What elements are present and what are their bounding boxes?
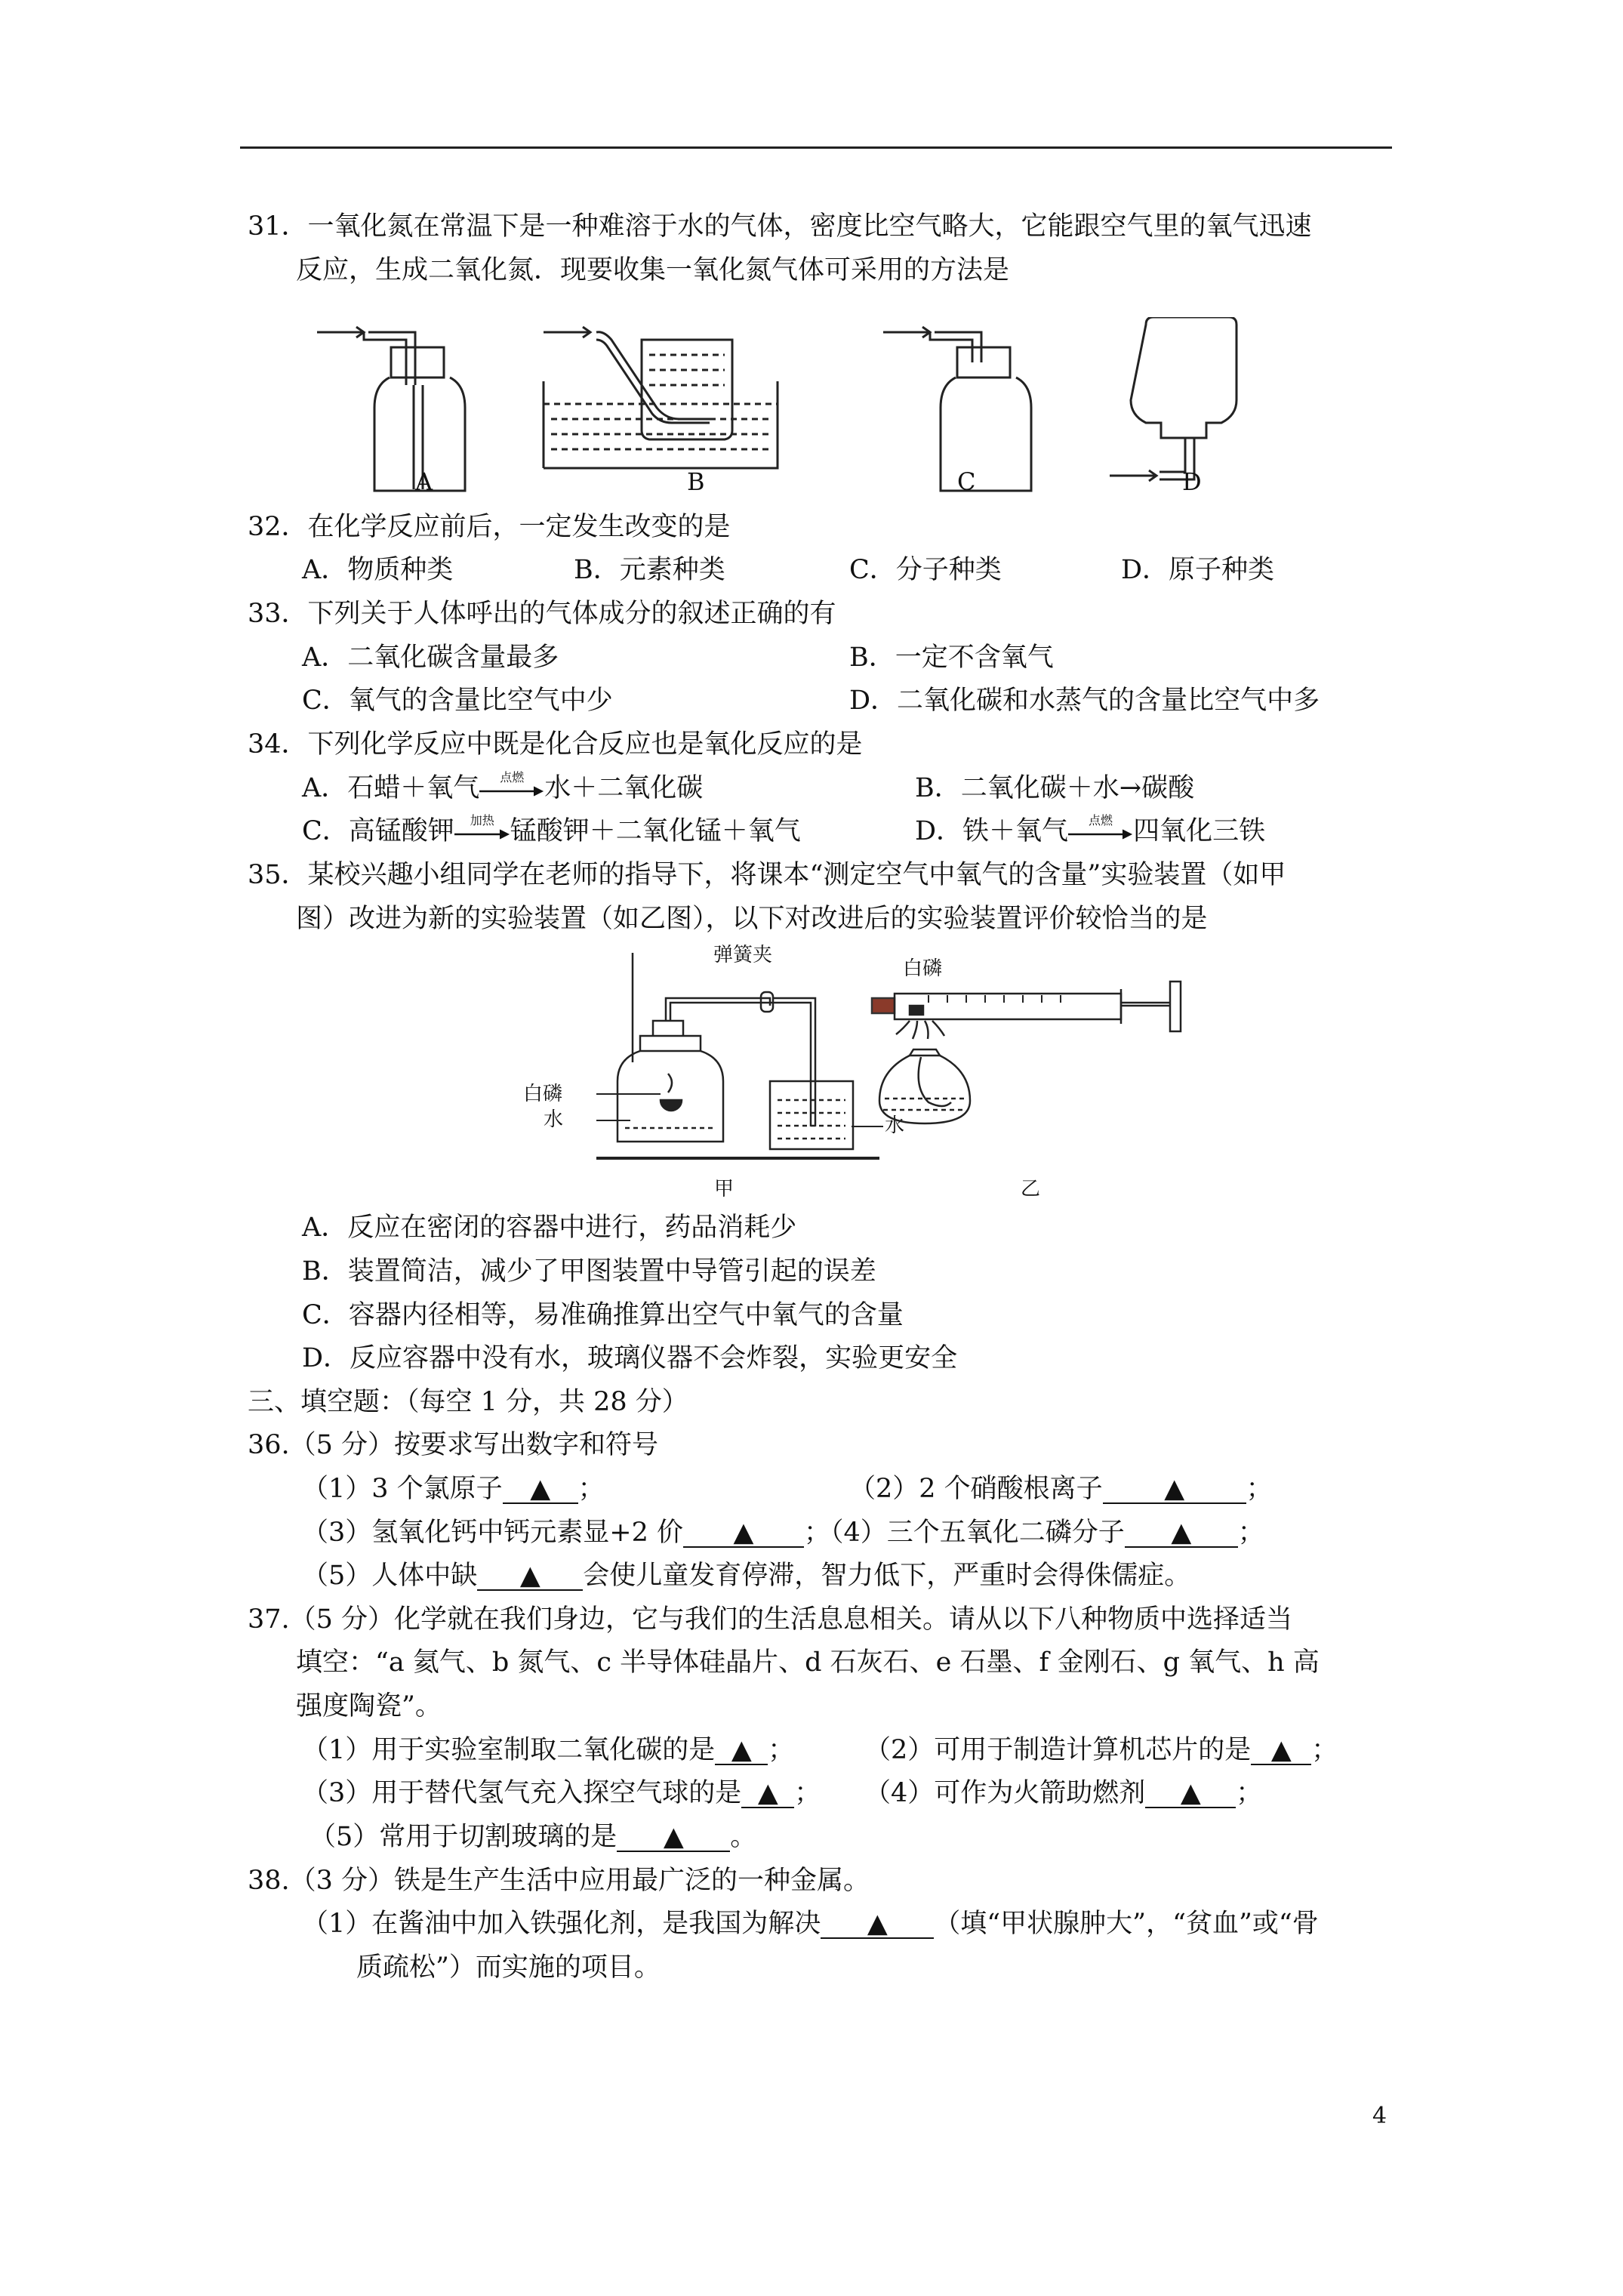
apparatus-a (317, 327, 465, 491)
q31-apparatus-figure (317, 317, 1298, 498)
q37-part2 (864, 1734, 1338, 1767)
q34-b-products: 碳酸 (1141, 773, 1195, 803)
q32-stem: 32．在化学反应前后，一定发生改变的是 (248, 512, 731, 542)
q36-part4-text: （4）三个五氧化二磷分子 (830, 1518, 1125, 1548)
q31-label-b: B (687, 467, 705, 496)
q34-stem: 34．下列化学反应中既是化合反应也是氧化反应的是 (248, 729, 863, 760)
q36-part5-blank[interactable]: ▲ (477, 1562, 583, 1591)
q36-part5-text-b: 会使儿童发育停滞，智力低下，严重时会得侏儒症。 (583, 1561, 1191, 1591)
q37-stem-line3: 强度陶瓷”。 (296, 1691, 442, 1721)
q31-label-d: D (1182, 467, 1202, 496)
q34-option-a (302, 769, 704, 805)
apparatus-d (1110, 317, 1236, 481)
q37-part1-blank[interactable]: ▲ (715, 1737, 768, 1765)
q37-stem-line2: 填空：“a 氦气、b 氮气、c 半导体硅晶片、d 石灰石、e 石墨、f 金刚石、g 氧气、h 高 (296, 1647, 1320, 1678)
q36-part2-text: （2）2 个硝酸根离子 (849, 1474, 1103, 1504)
q37-part4-semicolon: ； (1236, 1778, 1263, 1808)
label-white-phosphorus-left: 白磷 (523, 1083, 563, 1105)
label-water-right: 水 (885, 1114, 905, 1137)
q31-label-c: C (957, 467, 976, 496)
section-3-title: 三、填空题：（每空 1 分，共 28 分） (248, 1387, 688, 1417)
q35-figure-yi (868, 974, 1185, 1170)
q36-part5-text-a: （5）人体中缺 (302, 1561, 478, 1591)
q35-option-d: D．反应容器中没有水，玻璃仪器不会炸裂，实验更安全 (302, 1343, 958, 1373)
q36-stem: 36.（5 分）按要求写出数字和符号 (248, 1430, 659, 1460)
q36-part4-semicolon: ； (1237, 1518, 1264, 1548)
q35-figure-jia (596, 953, 891, 1172)
apparatus-b (544, 327, 778, 468)
q35-stem-line1: 35．某校兴趣小组同学在老师的指导下，将课本“测定空气中氧气的含量”实验装置（如甲 (248, 860, 1286, 890)
q35-option-c: C．容器内径相等，易准确推算出空气中氧气的含量 (302, 1300, 904, 1330)
q37-part4 (864, 1777, 1262, 1810)
q35-stem-line2: 图）改进为新的实验装置（如乙图），以下对改进后的实验装置评价较恰当的是 (296, 904, 1208, 934)
q33-stem: 33．下列关于人体呼出的气体成分的叙述正确的有 (248, 599, 836, 629)
q34-c-products: 锰酸钾＋二氧化锰＋氧气 (510, 816, 801, 846)
q31-stem-line1: 31．一氧化氮在常温下是一种难溶于水的气体，密度比空气略大，它能跟空气里的氧气迅速 (248, 211, 1312, 242)
q38-stem: 38.（3 分）铁是生产生活中应用最广泛的一种金属。 (248, 1866, 870, 1896)
q37-part3-text: （3）用于替代氢气充入探空气球的是 (302, 1778, 742, 1808)
label-spring-clip: 弹簧夹 (713, 944, 773, 966)
page-number: 4 (1372, 2103, 1387, 2129)
q32-option-b: B．元素种类 (574, 555, 725, 585)
header-rule (240, 146, 1392, 149)
q37-part2-text: （2）可用于制造计算机芯片的是 (864, 1735, 1252, 1765)
q34-c-reactants: C．高锰酸钾 (302, 816, 454, 846)
q37-part3 (302, 1777, 821, 1810)
q38-part1-text-b: （填“甲状腺肿大”，“贫血”或“骨 (934, 1909, 1319, 1939)
q34-b-reactants: B．二氧化碳＋水 (915, 773, 1119, 803)
q35-option-b: B．装置简洁，减少了甲图装置中导管引起的误差 (302, 1256, 876, 1287)
q38-part1-line2: 质疏松”）而实施的项目。 (356, 1952, 661, 1983)
label-yi: 乙 (1021, 1178, 1041, 1200)
label-water-left: 水 (544, 1108, 564, 1131)
q37-part4-blank[interactable]: ▲ (1145, 1780, 1236, 1808)
q32-option-a: A．物质种类 (302, 555, 454, 585)
q32-option-c: C．分子种类 (849, 555, 1002, 585)
q34-d-arrow (1068, 812, 1133, 846)
q36-part3-text: （3）氢氧化钙中钙元素显+2 价 (302, 1518, 683, 1548)
q34-option-b (915, 772, 1194, 805)
q34-d-condition: 点燃 (1089, 812, 1113, 827)
q31-label-a: A (415, 467, 433, 496)
q36-part1-semicolon: ； (577, 1474, 605, 1504)
q36-part1 (302, 1472, 605, 1505)
label-white-phosphorus-right: 白磷 (903, 957, 943, 980)
q32-option-d: D．原子种类 (1121, 555, 1275, 585)
q37-part1-semicolon: ； (768, 1735, 795, 1765)
q34-option-c (302, 812, 801, 848)
q33-option-b: B．一定不含氧气 (849, 643, 1054, 673)
q34-a-products: 水＋二氧化碳 (544, 773, 704, 803)
q37-part3-blank[interactable]: ▲ (741, 1780, 794, 1808)
q37-part2-semicolon: ； (1311, 1735, 1338, 1765)
q34-b-arrow: → (1119, 773, 1142, 803)
q37-part3-semicolon: ； (794, 1778, 821, 1808)
q33-option-d: D．二氧化碳和水蒸气的含量比空气中多 (849, 686, 1320, 716)
q34-c-arrow (454, 812, 510, 846)
q36-part2 (849, 1472, 1273, 1505)
q35-option-a: A．反应在密闭的容器中进行，药品消耗少 (302, 1213, 797, 1243)
q34-a-reactants: A．石蜡＋氧气 (302, 773, 480, 803)
q37-stem-line1: 37.（5 分）化学就在我们身边，它与我们的生活息息相关。请从以下八种物质中选择适当 (248, 1604, 1293, 1635)
q36-part3-blank[interactable]: ▲ (683, 1519, 804, 1548)
q34-a-arrow (479, 769, 544, 803)
q34-c-condition: 加热 (470, 812, 494, 827)
q37-part5-text: （5）常用于切割玻璃的是 (310, 1822, 617, 1852)
q37-part1 (302, 1734, 794, 1767)
q34-d-products: 四氧化三铁 (1133, 816, 1266, 846)
q37-part5 (310, 1820, 756, 1854)
q36-part2-blank[interactable]: ▲ (1103, 1475, 1246, 1504)
q34-option-d (915, 812, 1266, 848)
q36-part2-semicolon: ； (1246, 1474, 1273, 1504)
q38-part1 (302, 1907, 1319, 1940)
q36-part3 (302, 1516, 1264, 1549)
q37-part4-text: （4）可作为火箭助燃剂 (864, 1778, 1146, 1808)
q36-part3-semicolon: ； (804, 1518, 831, 1548)
q34-d-reactants: D．铁＋氧气 (915, 816, 1069, 846)
q31-stem-line2: 反应，生成二氧化氮．现要收集一氧化氮气体可采用的方法是 (296, 255, 1010, 285)
q37-part5-period: 。 (730, 1822, 757, 1852)
q37-part5-blank[interactable]: ▲ (617, 1823, 730, 1852)
q36-part1-text: （1）3 个氯原子 (302, 1474, 503, 1504)
q38-part1-blank[interactable]: ▲ (821, 1910, 934, 1939)
q37-part2-blank[interactable]: ▲ (1251, 1737, 1311, 1765)
q38-part1-text-a: （1）在酱油中加入铁强化剂，是我国为解决 (302, 1909, 821, 1939)
q33-option-a: A．二氧化碳含量最多 (302, 643, 559, 673)
label-jia: 甲 (714, 1178, 735, 1200)
q36-part1-blank[interactable]: ▲ (503, 1475, 578, 1504)
q34-a-condition: 点燃 (500, 769, 525, 784)
q36-part4-blank[interactable]: ▲ (1125, 1519, 1238, 1548)
q33-option-c: C．氧气的含量比空气中少 (302, 686, 613, 716)
q36-part5 (302, 1559, 1190, 1592)
q37-part1-text: （1）用于实验室制取二氧化碳的是 (302, 1735, 716, 1765)
